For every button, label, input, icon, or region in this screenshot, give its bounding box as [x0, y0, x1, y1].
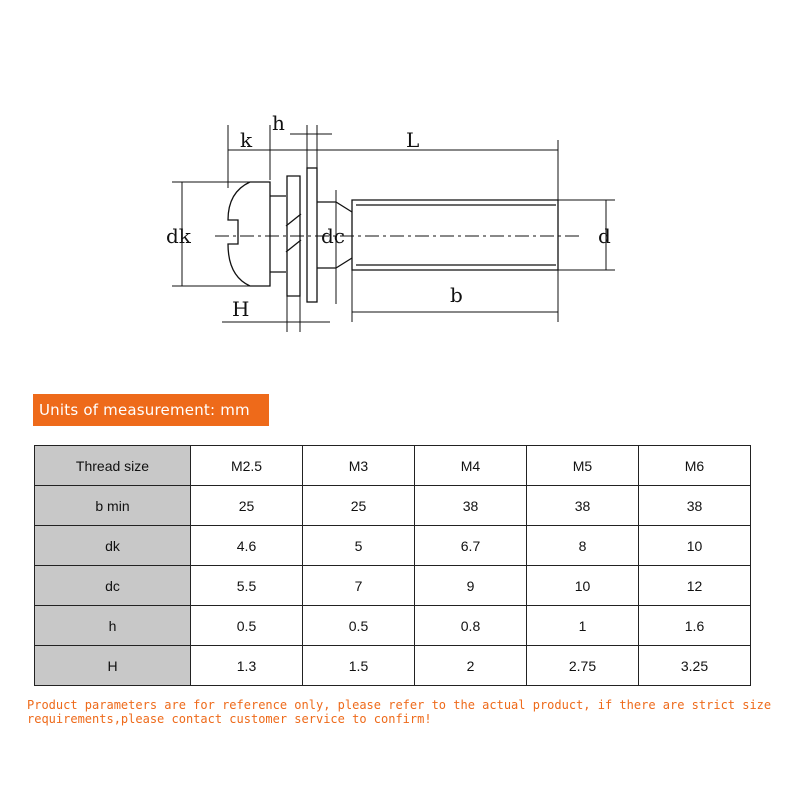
spec-table: [34, 445, 751, 686]
disclaimer-note: Product parameters are for reference only, please refer to the actual product, if there are strict size requirements,please contact customer service to confirm!: [27, 698, 772, 726]
table-cell: 4.6: [191, 526, 303, 566]
table-cell: 9: [415, 566, 527, 606]
table-cell: 1: [527, 606, 639, 646]
table-cell: 1.3: [191, 646, 303, 686]
screw-dimension-diagram: [0, 0, 800, 360]
table-cell: 5: [303, 526, 415, 566]
table-row: [35, 606, 751, 646]
table-row: [35, 526, 751, 566]
label-dk: dk: [166, 224, 191, 248]
table-row: [35, 486, 751, 526]
label-d: d: [598, 224, 611, 248]
table-cell: M4: [415, 446, 527, 486]
row-header: Thread size: [35, 446, 191, 486]
label-H: H: [232, 297, 250, 321]
table-cell: 8: [527, 526, 639, 566]
flat-washer: [307, 168, 317, 302]
table-cell: 1.5: [303, 646, 415, 686]
units-banner: Units of measurement: mm: [33, 394, 269, 426]
table-cell: 38: [415, 486, 527, 526]
row-header: H: [35, 646, 191, 686]
table-cell: M3: [303, 446, 415, 486]
table-row: [35, 566, 751, 606]
row-header: h: [35, 606, 191, 646]
table-cell: 25: [303, 486, 415, 526]
table-cell: M6: [639, 446, 751, 486]
table-row: [35, 446, 751, 486]
screw-head: [228, 182, 270, 286]
table-cell: 0.8: [415, 606, 527, 646]
label-h: h: [272, 111, 285, 135]
row-header: b min: [35, 486, 191, 526]
table-cell: 5.5: [191, 566, 303, 606]
table-row: [35, 646, 751, 686]
table-cell: 38: [639, 486, 751, 526]
table-cell: M2.5: [191, 446, 303, 486]
table-cell: 0.5: [191, 606, 303, 646]
table-cell: 0.5: [303, 606, 415, 646]
table-cell: 3.25: [639, 646, 751, 686]
row-header: dc: [35, 566, 191, 606]
label-L: L: [406, 128, 420, 152]
row-header: dk: [35, 526, 191, 566]
table-cell: 10: [527, 566, 639, 606]
table-cell: 38: [527, 486, 639, 526]
label-k: k: [240, 128, 253, 152]
table-cell: 2: [415, 646, 527, 686]
thread-body: [352, 200, 558, 270]
label-dc: dc: [321, 224, 346, 248]
table-cell: 25: [191, 486, 303, 526]
table-cell: 12: [639, 566, 751, 606]
table-cell: 1.6: [639, 606, 751, 646]
table-cell: M5: [527, 446, 639, 486]
table-cell: 2.75: [527, 646, 639, 686]
table-cell: 10: [639, 526, 751, 566]
table-cell: 7: [303, 566, 415, 606]
table-cell: 6.7: [415, 526, 527, 566]
label-b: b: [450, 283, 463, 307]
